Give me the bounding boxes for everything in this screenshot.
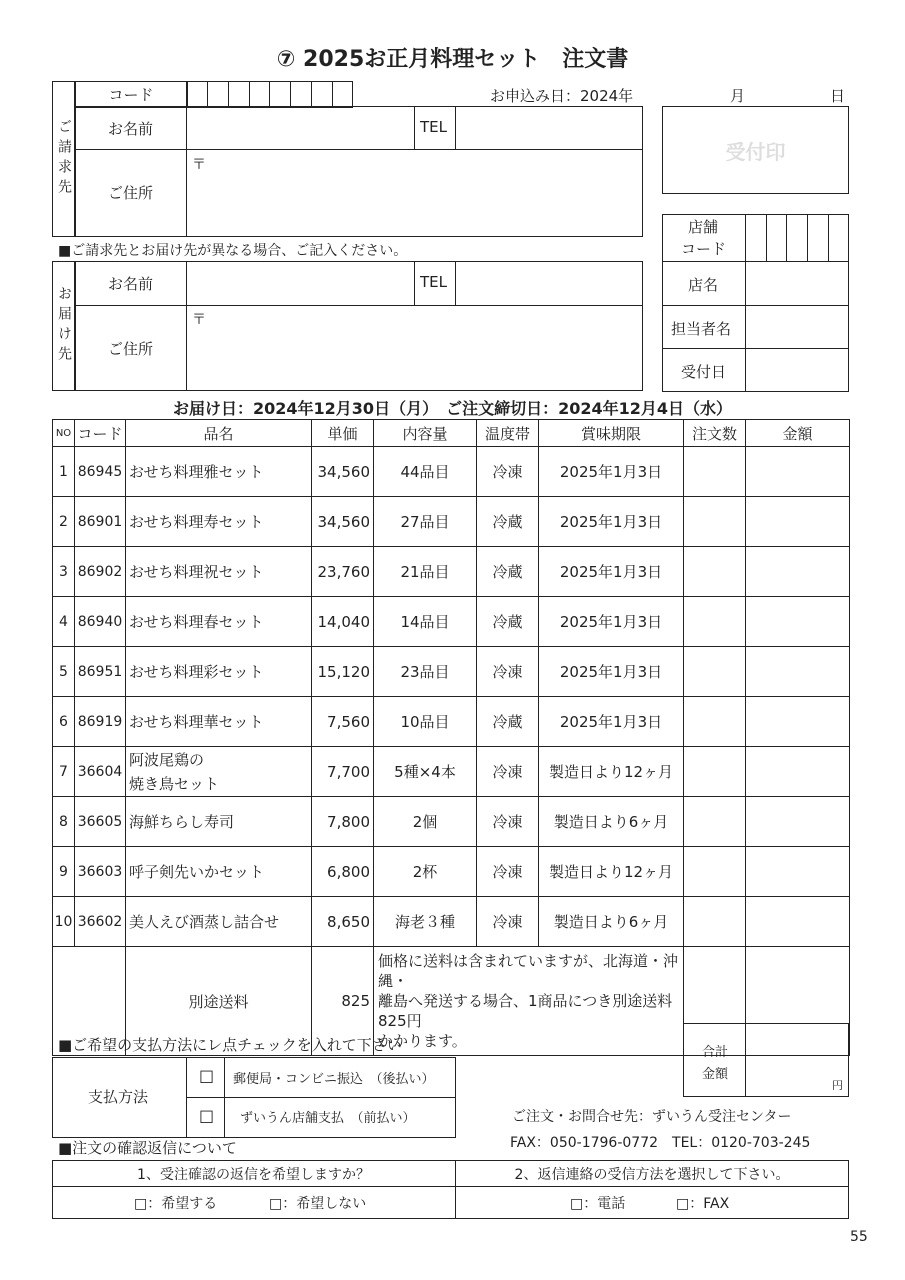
row-amount-input[interactable] [746, 897, 850, 947]
delivery-address-input[interactable] [188, 307, 641, 389]
header-expiry: 賞味期限 [539, 420, 684, 447]
row-price: 8,650 [312, 897, 374, 947]
table-row [53, 797, 850, 847]
store-staff-label: 担当者名 [671, 320, 732, 338]
row-quantity-input[interactable] [684, 797, 746, 847]
table-row [53, 647, 850, 697]
row-expiry: 2025年1月3日 [539, 647, 684, 697]
row-content: 23品目 [374, 647, 477, 697]
stamp-box [662, 106, 849, 194]
row-price: 7,700 [312, 747, 374, 797]
application-date-label: お申込み日：2024年 [490, 87, 634, 105]
confirm-option-no-wish[interactable]: □：希望しない [269, 1196, 367, 1212]
table-row [53, 897, 850, 947]
row-expiry: 製造日より6ヶ月 [539, 797, 684, 847]
row-name: 美人えび酒蒸し詰合せ [126, 897, 312, 947]
payment-option-2-checkbox[interactable]: □ [199, 1106, 215, 1125]
row-quantity-input[interactable] [684, 647, 746, 697]
store-date-input[interactable] [747, 350, 847, 390]
row-quantity-input[interactable] [684, 597, 746, 647]
row-temp: 冷凍 [477, 747, 539, 797]
total-label-1: 合計 [702, 1045, 729, 1060]
row-name: 海鮮ちらし寿司 [126, 797, 312, 847]
table-row [53, 547, 850, 597]
row-code: 86951 [75, 647, 126, 697]
application-date-day: 日 [830, 87, 846, 105]
shipping-label: 別途送料 [126, 947, 312, 1056]
row-code: 36605 [75, 797, 126, 847]
row-temp: 冷凍 [477, 647, 539, 697]
stamp-label: 受付印 [725, 139, 786, 164]
row-code: 86919 [75, 697, 126, 747]
row-temp: 冷凍 [477, 897, 539, 947]
store-code-label-2: コード [681, 240, 727, 258]
row-content: 2杯 [374, 847, 477, 897]
row-name: おせち料理祝セット [126, 547, 312, 597]
row-temp: 冷凍 [477, 847, 539, 897]
header-quantity: 注文数 [684, 420, 746, 447]
row-name: 阿波尾鶏の 焼き鳥セット [126, 747, 312, 797]
row-content: 21品目 [374, 547, 477, 597]
store-name-input[interactable] [747, 263, 847, 304]
contact-line-1: ご注文・お問合せ先：ずいうん受注センター [512, 1109, 792, 1125]
reply-option-phone[interactable]: □：電話 [570, 1196, 626, 1212]
row-quantity-input[interactable] [684, 747, 746, 797]
delivery-tel-label: TEL [420, 273, 447, 291]
table-header-row [53, 420, 850, 447]
row-amount-input[interactable] [746, 697, 850, 747]
delivery-tel-input[interactable] [457, 263, 641, 304]
table-row [53, 847, 850, 897]
contact-line-2: FAX：050-1796-0772 TEL：0120-703-245 [510, 1135, 811, 1151]
total-unit: 円 [832, 1079, 843, 1092]
row-quantity-input[interactable] [684, 697, 746, 747]
row-content: 5種×4本 [374, 747, 477, 797]
row-quantity-input[interactable] [684, 497, 746, 547]
row-name: おせち料理寿セット [126, 497, 312, 547]
header-code: コード [75, 420, 126, 447]
payment-label: 支払方法 [88, 1088, 149, 1106]
header-price: 単価 [312, 420, 374, 447]
row-price: 7,560 [312, 697, 374, 747]
table-row [53, 447, 850, 497]
row-no: 3 [53, 547, 75, 597]
billing-address-label: ご住所 [108, 184, 154, 202]
table-row [53, 697, 850, 747]
page-title: ⑦ 2025お正月料理セット 注文書 [276, 47, 629, 72]
row-amount-input[interactable] [746, 597, 850, 647]
row-content: 海老３種 [374, 897, 477, 947]
row-name: 呼子剣先いかセット [126, 847, 312, 897]
row-no: 2 [53, 497, 75, 547]
row-name: おせち料理雅セット [126, 447, 312, 497]
row-quantity-input[interactable] [684, 847, 746, 897]
row-expiry: 製造日より12ヶ月 [539, 847, 684, 897]
row-code: 86902 [75, 547, 126, 597]
row-price: 6,800 [312, 847, 374, 897]
row-amount-input[interactable] [746, 547, 850, 597]
billing-name-input[interactable] [188, 108, 413, 148]
store-staff-input[interactable] [747, 307, 847, 347]
billing-note: ■ご請求先とお届け先が異なる場合、ご記入ください。 [58, 243, 408, 259]
billing-address-input[interactable] [188, 151, 641, 235]
reply-option-fax[interactable]: □：FAX [676, 1196, 730, 1212]
row-amount-input[interactable] [746, 747, 850, 797]
row-content: 14品目 [374, 597, 477, 647]
row-temp: 冷蔵 [477, 547, 539, 597]
delivery-name-label: お名前 [108, 275, 154, 293]
order-items-table [52, 419, 850, 1056]
confirmation-question-1: 1、受注確認の返信を希望しますか？ [137, 1167, 370, 1183]
row-price: 23,760 [312, 547, 374, 597]
row-expiry: 製造日より6ヶ月 [539, 897, 684, 947]
row-expiry: 2025年1月3日 [539, 497, 684, 547]
billing-side-label: ご請求先 [56, 119, 72, 199]
row-content: 2個 [374, 797, 477, 847]
row-price: 14,040 [312, 597, 374, 647]
row-no: 10 [53, 897, 75, 947]
row-temp: 冷蔵 [477, 497, 539, 547]
row-content: 44品目 [374, 447, 477, 497]
row-expiry: 2025年1月3日 [539, 447, 684, 497]
row-temp: 冷凍 [477, 447, 539, 497]
row-price: 34,560 [312, 497, 374, 547]
row-temp: 冷凍 [477, 797, 539, 847]
total-label-2: 金額 [702, 1067, 729, 1082]
delivery-address-label: ご住所 [108, 340, 154, 358]
header-no: NO [53, 420, 75, 447]
row-code: 36603 [75, 847, 126, 897]
page-number: 55 [850, 1229, 868, 1245]
row-name: おせち料理彩セット [126, 647, 312, 697]
row-amount-input[interactable] [746, 497, 850, 547]
row-no: 9 [53, 847, 75, 897]
payment-option-1-label: 郵便局・コンビニ振込 （後払い） [233, 1072, 435, 1087]
shipping-note: 価格に送料は含まれていますが、北海道・沖縄・ 離島へ発送する場合、1商品につき別途送料825円 かかります。 [374, 947, 684, 1056]
row-code: 36604 [75, 747, 126, 797]
row-price: 34,560 [312, 447, 374, 497]
store-date-label: 受付日 [681, 363, 727, 381]
table-row [53, 497, 850, 547]
row-amount-input[interactable] [746, 847, 850, 897]
header-amount: 金額 [746, 420, 850, 447]
row-no: 7 [53, 747, 75, 797]
store-code-label-1: 店舗 [688, 218, 719, 236]
row-temp: 冷蔵 [477, 697, 539, 747]
confirmation-question-2: 2、返信連絡の受信方法を選択して下さい。 [514, 1167, 790, 1183]
row-no: 1 [53, 447, 75, 497]
table-row [53, 597, 850, 647]
row-no: 4 [53, 597, 75, 647]
store-name-label: 店名 [688, 276, 719, 294]
row-temp: 冷蔵 [477, 597, 539, 647]
billing-code-label-cell [74, 81, 188, 108]
delivery-side-label-box [52, 261, 76, 391]
row-amount-input[interactable] [746, 797, 850, 847]
delivery-schedule: お届け日：2024年12月30日（月） ご注文締切日：2024年12月4日（水） [173, 399, 732, 418]
row-no: 6 [53, 697, 75, 747]
row-amount-input[interactable] [746, 647, 850, 697]
application-date-month: 月 [730, 87, 746, 105]
billing-name-label: お名前 [108, 120, 154, 138]
header-name: 品名 [126, 420, 312, 447]
delivery-name-input[interactable] [188, 263, 413, 304]
billing-tel-label: TEL [420, 118, 447, 136]
row-code: 36602 [75, 897, 126, 947]
row-price: 7,800 [312, 797, 374, 847]
store-code-input[interactable] [747, 216, 847, 260]
header-content: 内容量 [374, 420, 477, 447]
row-code: 86945 [75, 447, 126, 497]
row-quantity-input[interactable] [684, 447, 746, 497]
row-amount-input[interactable] [746, 447, 850, 497]
row-name: おせち料理春セット [126, 597, 312, 647]
row-no: 5 [53, 647, 75, 697]
row-content: 10品目 [374, 697, 477, 747]
row-price: 15,120 [312, 647, 374, 697]
row-expiry: 2025年1月3日 [539, 597, 684, 647]
billing-side-label-box [52, 81, 76, 237]
row-expiry: 2025年1月3日 [539, 697, 684, 747]
payment-option-2-label: ずいうん店舗支払 （前払い） [240, 1111, 416, 1126]
row-expiry: 製造日より12ヶ月 [539, 747, 684, 797]
row-expiry: 2025年1月3日 [539, 547, 684, 597]
payment-option-1-checkbox[interactable]: □ [199, 1066, 215, 1085]
billing-tel-input[interactable] [457, 108, 641, 148]
row-code: 86940 [75, 597, 126, 647]
delivery-side-label: お届け先 [56, 286, 72, 366]
shipping-price: 825 [312, 947, 374, 1056]
row-no: 8 [53, 797, 75, 847]
row-content: 27品目 [374, 497, 477, 547]
billing-postal-mark: 〒 [192, 157, 206, 173]
row-name: おせち料理華セット [126, 697, 312, 747]
row-quantity-input[interactable] [684, 897, 746, 947]
header-temp: 温度帯 [477, 420, 539, 447]
table-row [53, 747, 850, 797]
payment-heading: ■ご希望の支払方法にレ点チェックを入れて下さい [58, 1036, 402, 1054]
row-code: 86901 [75, 497, 126, 547]
billing-code-label: コード [108, 86, 154, 104]
confirm-option-wish[interactable]: □：希望する [134, 1196, 218, 1212]
delivery-postal-mark: 〒 [192, 312, 206, 328]
confirmation-heading: ■注文の確認返信について [58, 1139, 237, 1157]
row-quantity-input[interactable] [684, 547, 746, 597]
